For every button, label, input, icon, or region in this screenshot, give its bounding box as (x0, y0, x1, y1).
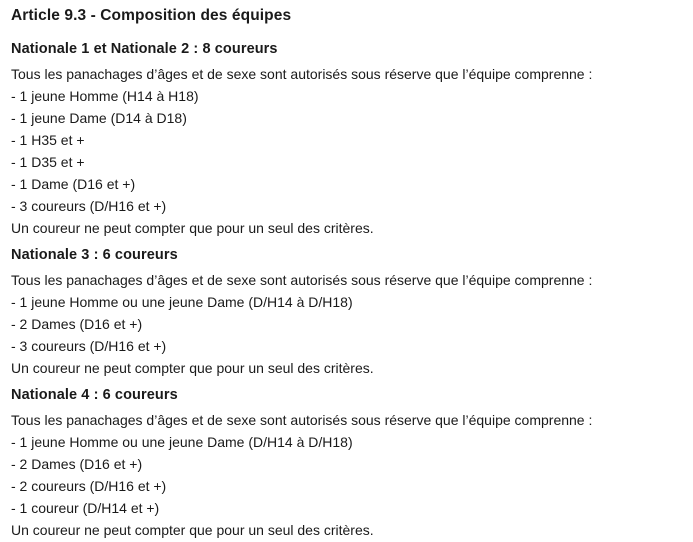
list-item: - 2 Dames (D16 et +) (11, 316, 143, 332)
list-item: - 3 coureurs (D/H16 et +) (11, 338, 167, 354)
list-item: - 1 jeune Homme ou une jeune Dame (D/H14 à D/H18) (11, 294, 353, 310)
intro-line: Tous les panachages d’âges et de sexe sont autorisés sous réserve que l’équipe comprenne : (11, 66, 593, 82)
list-item: - 1 jeune Homme ou une jeune Dame (D/H14 à D/H18) (11, 434, 353, 450)
list-item: - 1 jeune Homme (H14 à H18) (11, 88, 199, 104)
section-heading: Nationale 4 : 6 coureurs (11, 387, 178, 403)
list-item: - 1 H35 et + (11, 132, 85, 148)
list-item: - 1 coureur (D/H14 et +) (11, 500, 160, 516)
section-nationale-3 (11, 246, 685, 379)
section-nationale-4 (11, 386, 685, 541)
article-title: Article 9.3 - Composition des équipes (11, 7, 292, 24)
intro-line: Tous les panachages d’âges et de sexe sont autorisés sous réserve que l’équipe comprenne : (11, 412, 593, 428)
intro-line: Tous les panachages d’âges et de sexe sont autorisés sous réserve que l’équipe comprenne : (11, 272, 593, 288)
note-line: Un coureur ne peut compter que pour un seul des critères. (11, 522, 374, 538)
list-item: - 1 jeune Dame (D14 à D18) (11, 110, 187, 126)
note-line: Un coureur ne peut compter que pour un seul des critères. (11, 220, 374, 236)
list-item: - 2 coureurs (D/H16 et +) (11, 478, 167, 494)
section-nationale-1-2 (11, 40, 685, 239)
section-heading: Nationale 3 : 6 coureurs (11, 247, 178, 263)
list-item: - 3 coureurs (D/H16 et +) (11, 198, 167, 214)
note-line: Un coureur ne peut compter que pour un seul des critères. (11, 360, 374, 376)
list-item: - 1 D35 et + (11, 154, 85, 170)
list-item: - 2 Dames (D16 et +) (11, 456, 143, 472)
section-heading: Nationale 1 et Nationale 2 : 8 coureurs (11, 41, 278, 57)
list-item: - 1 Dame (D16 et +) (11, 176, 136, 192)
